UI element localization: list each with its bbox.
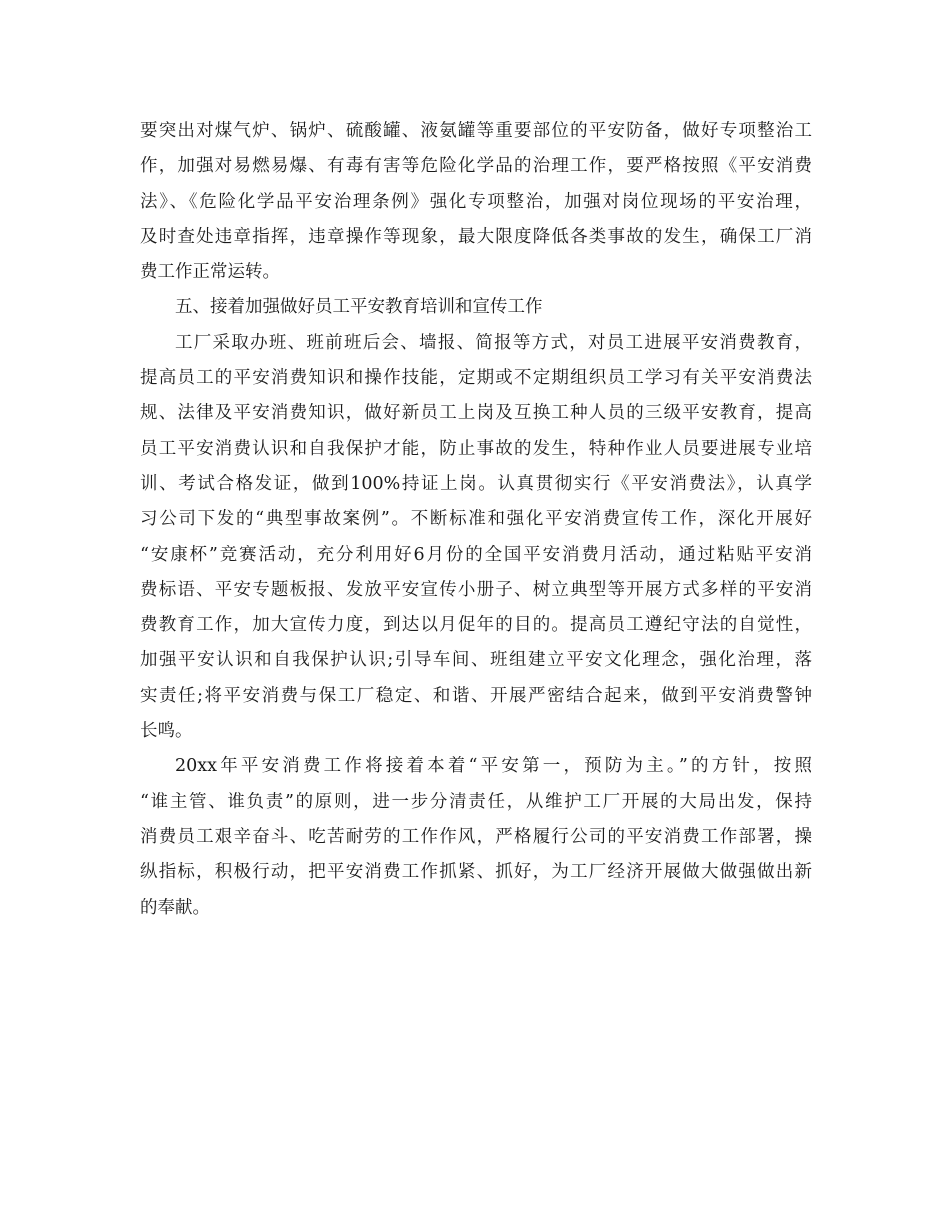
text-line: 作，加强对易燃易爆、有毒有害等危险化学品的治理工作，要严格按照《平安消费 (140, 156, 812, 177)
text-line: 工厂采取办班、班前班后会、墙报、简报等方式，对员工进展平安消费教育， (175, 332, 812, 353)
text-line: 费教育工作，加大宣传力度，到达以月促年的目的。提高员工遵纪守法的自觉性， (140, 615, 812, 636)
text-line: 加强平安认识和自我保护认识;引导车间、班组建立平安文化理念，强化治理，落 (140, 650, 812, 671)
section-heading (140, 290, 812, 325)
text-line: “谁主管、谁负责”的原则，进一步分清责任，从维护工厂开展的大局出发，保持 (140, 791, 812, 812)
text-line: 费工作正常运转。 (140, 262, 280, 283)
paragraph-hazard-control (140, 114, 812, 290)
text-line: 纵指标，积极行动，把平安消费工作抓紧、抓好，为工厂经济开展做大做强做出新 (140, 862, 812, 883)
text-line: 长鸣。 (140, 721, 193, 742)
text-line: 要突出对煤气炉、锅炉、硫酸罐、液氨罐等重要部位的平安防备，做好专项整治工 (140, 121, 812, 141)
text-line: 20xx年平安消费工作将接着本着“平安第一，预防为主。”的方针，按照 (175, 756, 812, 777)
text-line: 的奉献。 (140, 897, 210, 918)
text-line: 消费员工艰辛奋斗、吃苦耐劳的工作作风，严格履行公司的平安消费工作部署，操 (140, 826, 812, 847)
paragraph-training (140, 326, 812, 750)
text-line: 规、法律及平安消费知识，做好新员工上岗及互换工种人员的三级平安教育，提高 (140, 403, 812, 424)
paragraph-annual-plan (140, 749, 812, 925)
text-line: 训、考试合格发证，做到100%持证上岗。认真贯彻实行《平安消费法》，认真学 (140, 473, 812, 494)
text-line: 及时查处违章指挥，违章操作等现象，最大限度降低各类事故的发生，确保工厂消 (140, 226, 812, 247)
text-line: 习公司下发的“典型事故案例”。不断标准和强化平安消费宣传工作，深化开展好 (140, 509, 812, 530)
text-line: 员工平安消费认识和自我保护才能，防止事故的发生，特种作业人员要进展专业培 (140, 438, 812, 459)
text-line: “安康杯”竞赛活动，充分利用好6月份的全国平安消费月活动，通过粘贴平安消 (140, 544, 812, 565)
text-line: 法》、《危险化学品平安治理条例》强化专项整治，加强对岗位现场的平安治理， (140, 191, 812, 212)
text-line: 费标语、平安专题板报、发放平安宣传小册子、树立典型等开展方式多样的平安消 (140, 579, 812, 600)
text-line: 提高员工的平安消费知识和操作技能，定期或不定期组织员工学习有关平安消费法 (140, 368, 812, 389)
document-body (140, 114, 812, 926)
section-heading-text: 五、接着加强做好员工平安教育培训和宣传工作 (175, 297, 543, 318)
text-line: 实责任;将平安消费与保工厂稳定、和谐、开展严密结合起来，做到平安消费警钟 (140, 685, 812, 706)
